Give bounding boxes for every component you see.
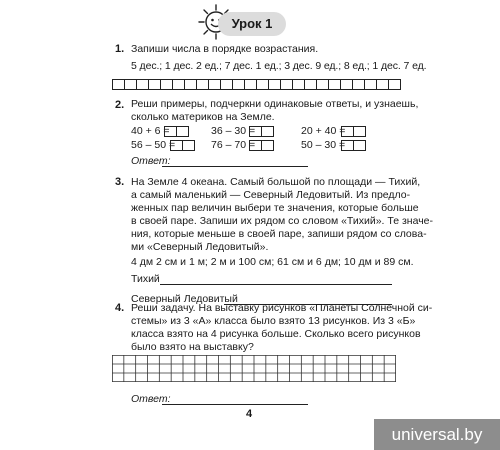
pacific-label: Тихий <box>131 273 160 285</box>
task4-line-3: класса взято на 4 рисунка больше. Сколько всего рисунков <box>131 328 421 340</box>
lesson-title-badge: Урок 1 <box>218 12 286 36</box>
example-3: 20 + 40 = <box>301 125 346 137</box>
task3-number: 3. <box>115 176 125 188</box>
example-6: 50 – 30 = <box>301 139 346 151</box>
task4-number: 4. <box>115 302 125 314</box>
task1-number: 1. <box>115 43 125 55</box>
task3-line-3: женных пар величин выбери те значения, которые больше <box>131 202 419 214</box>
task2-answer-label: Ответ: <box>131 155 171 167</box>
example-5-answer-cells[interactable] <box>249 140 273 151</box>
example-2: 36 – 30 = <box>211 125 256 137</box>
task4-answer-label: Ответ: <box>131 393 171 405</box>
task2-number: 2. <box>115 99 125 111</box>
task1-prompt: Запиши числа в порядке возрастания. <box>131 43 319 55</box>
task4-solution-grid[interactable] <box>112 355 396 382</box>
task3-pairs: 4 дм 2 см и 1 м; 2 м и 100 см; 61 см и 6 дм; 10 дм и 89 см. <box>131 256 414 268</box>
example-1-answer-cells[interactable] <box>164 126 188 137</box>
task4-line-2: стемы» из 3 «А» класса было взято 13 рисунков. Из 3 «Б» <box>131 315 416 327</box>
example-2-answer-cells[interactable] <box>249 126 273 137</box>
task3-line-5: ния, которые меньше в своей паре, запиши рядом со слова- <box>131 228 427 240</box>
example-5: 76 – 70 = <box>211 139 256 151</box>
watermark: universal.by <box>374 419 500 450</box>
example-1: 40 + 6 = <box>131 125 170 137</box>
pacific-answer-line[interactable] <box>160 274 392 285</box>
task2-prompt-line-1: Реши примеры, подчеркни одинаковые ответы, и узнаешь, <box>131 98 419 110</box>
task3-line-6: ми «Северный Ледовитый». <box>131 241 269 253</box>
task1-answer-cells[interactable] <box>112 79 400 90</box>
task4-answer-line[interactable] <box>162 394 308 405</box>
example-4-answer-cells[interactable] <box>170 140 194 151</box>
answer-cell[interactable] <box>388 79 401 90</box>
example-4: 56 – 50 = <box>131 139 176 151</box>
task4-line-1: Реши задачу. На выставку рисунков «Планеты Солнечной си- <box>131 302 433 314</box>
example-3-answer-cells[interactable] <box>341 126 365 137</box>
example-6-answer-cells[interactable] <box>341 140 365 151</box>
task2-answer-line[interactable] <box>162 156 308 167</box>
task4-line-4: было взято на выставку? <box>131 341 254 353</box>
task3-line-2: а самый маленький — Северный Ледовитый. Из предло- <box>131 189 411 201</box>
arctic-label: Северный Ледовитый <box>131 293 238 305</box>
task3-line-1: На Земле 4 океана. Самый большой по площади — Тихий, <box>131 176 421 188</box>
task1-numbers: 5 дес.; 1 дес. 2 ед.; 7 дес. 1 ед.; 3 дес. 9 ед.; 8 ед.; 1 дес. 7 ед. <box>131 60 427 72</box>
page-number: 4 <box>246 408 253 420</box>
task3-line-4: в своей паре. Запиши их рядом со словом «Тихий». Те значе- <box>131 215 434 227</box>
task2-prompt-line-2: сколько материков на Земле. <box>131 111 275 123</box>
